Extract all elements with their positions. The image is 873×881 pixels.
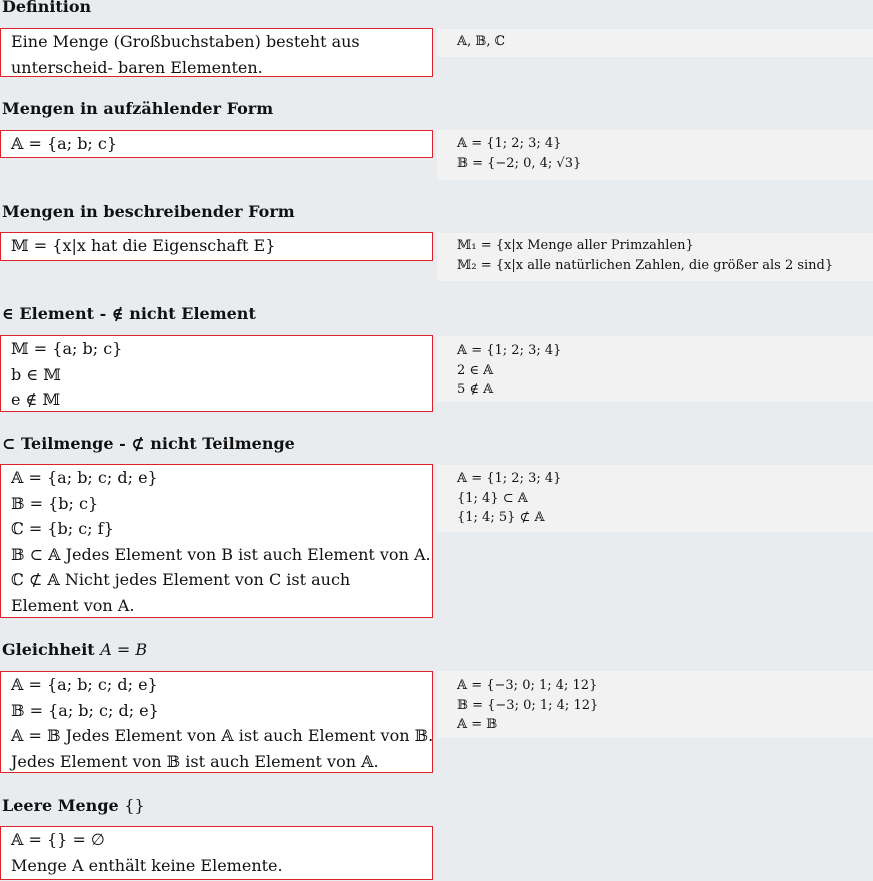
heading-text: Gleichheit [2, 640, 95, 659]
section-heading-definition [2, 0, 91, 17]
example-line: 𝔹 = {−2; 0, 4; √3} [457, 155, 582, 171]
element-example [437, 336, 873, 402]
equality-example [437, 671, 873, 738]
box-line: 𝔹 = {a; b; c; d; e} [11, 700, 159, 720]
section-heading-subset [2, 434, 295, 454]
example-line: {1; 4} ⊂ 𝔸 [457, 490, 528, 506]
heading-math: {} [124, 796, 145, 815]
box-line: 𝔸 = {a; b; c} [11, 134, 118, 153]
example-line: {1; 4; 5} ⊄ 𝔸 [457, 510, 545, 525]
example-line: 𝕄₂ = {x|x alle natürlichen Zahlen, die größer als 2 sind} [457, 257, 834, 273]
box-line: ℂ = {b; c; f} [11, 519, 114, 538]
definition-text: Eine Menge (Großbuchstaben) besteht aus unterscheid- baren Elementen. [11, 32, 360, 77]
element-box [0, 335, 433, 412]
heading-text: Mengen in beschreibender Form [2, 202, 295, 221]
example-line: 𝔸 = {1; 2; 3; 4} [457, 136, 562, 151]
box-line: Menge A enthält keine Elemente. [11, 855, 283, 875]
box-line: 𝔸 = {} = ∅ [11, 830, 105, 849]
section-heading-descriptive-form [2, 202, 295, 222]
empty-set-box [0, 826, 433, 880]
box-line: 𝕄 = {a; b; c} [11, 339, 123, 358]
box-line: b ∈ 𝕄 [11, 364, 61, 384]
section-heading-equality [2, 640, 147, 660]
box-line: 𝔸 = {a; b; c; d; e} [11, 675, 158, 694]
subset-example [437, 465, 873, 532]
heading-text: ⊂ Teilmenge - ⊄ nicht Teilmenge [2, 434, 295, 453]
box-line: 𝕄 = {x|x hat die Eigenschaft E} [11, 236, 276, 255]
heading-math: A = B [100, 640, 148, 659]
descriptive-form-example [437, 233, 873, 281]
box-line: 𝔹 = {b; c} [11, 493, 99, 513]
example-line: 𝔸 = {−3; 0; 1; 4; 12} [457, 678, 598, 693]
subset-box [0, 464, 433, 618]
box-line: 𝔸 = {a; b; c; d; e} [11, 468, 158, 487]
example-line: 𝔸 = {1; 2; 3; 4} [457, 471, 562, 486]
example-line: 𝔸 = {1; 2; 3; 4} [457, 343, 562, 358]
example-line: 𝔸 = 𝔹 [457, 717, 498, 732]
box-line: e ∉ 𝕄 [11, 390, 61, 409]
definition-example [437, 29, 873, 57]
heading-text: ∈ Element - ∉ nicht Element [2, 304, 256, 323]
section-heading-element [2, 304, 256, 324]
section-heading-enumerated-form [2, 99, 273, 119]
enumerated-form-box [0, 130, 433, 158]
example-line: 2 ∈ 𝔸 [457, 362, 494, 378]
box-line: 𝔸 = 𝔹 Jedes Element von 𝔸 ist auch Element von 𝔹. [11, 726, 434, 745]
definition-box [0, 28, 433, 77]
example-line: 𝔸, 𝔹, ℂ [457, 34, 505, 49]
example-line: 𝔹 = {−3; 0; 1; 4; 12} [457, 697, 599, 713]
example-line: 5 ∉ 𝔸 [457, 382, 494, 397]
equality-box [0, 671, 433, 773]
section-heading-empty-set [2, 796, 145, 816]
heading-text: Definition [2, 0, 92, 16]
heading-text: Leere Menge [2, 796, 119, 815]
example-line: 𝕄₁ = {x|x Menge aller Primzahlen} [457, 238, 694, 253]
box-line: ℂ ⊄ 𝔸 Nicht jedes Element von C ist auch Element von A. [11, 570, 351, 615]
enumerated-form-example [437, 130, 873, 180]
box-line: 𝔹 ⊂ 𝔸 Jedes Element von B ist auch Element von A. [11, 544, 431, 564]
descriptive-form-box [0, 232, 433, 261]
box-line: Jedes Element von 𝔹 ist auch Element von 𝔸. [11, 751, 379, 771]
heading-text: Mengen in aufzählender Form [2, 99, 274, 118]
